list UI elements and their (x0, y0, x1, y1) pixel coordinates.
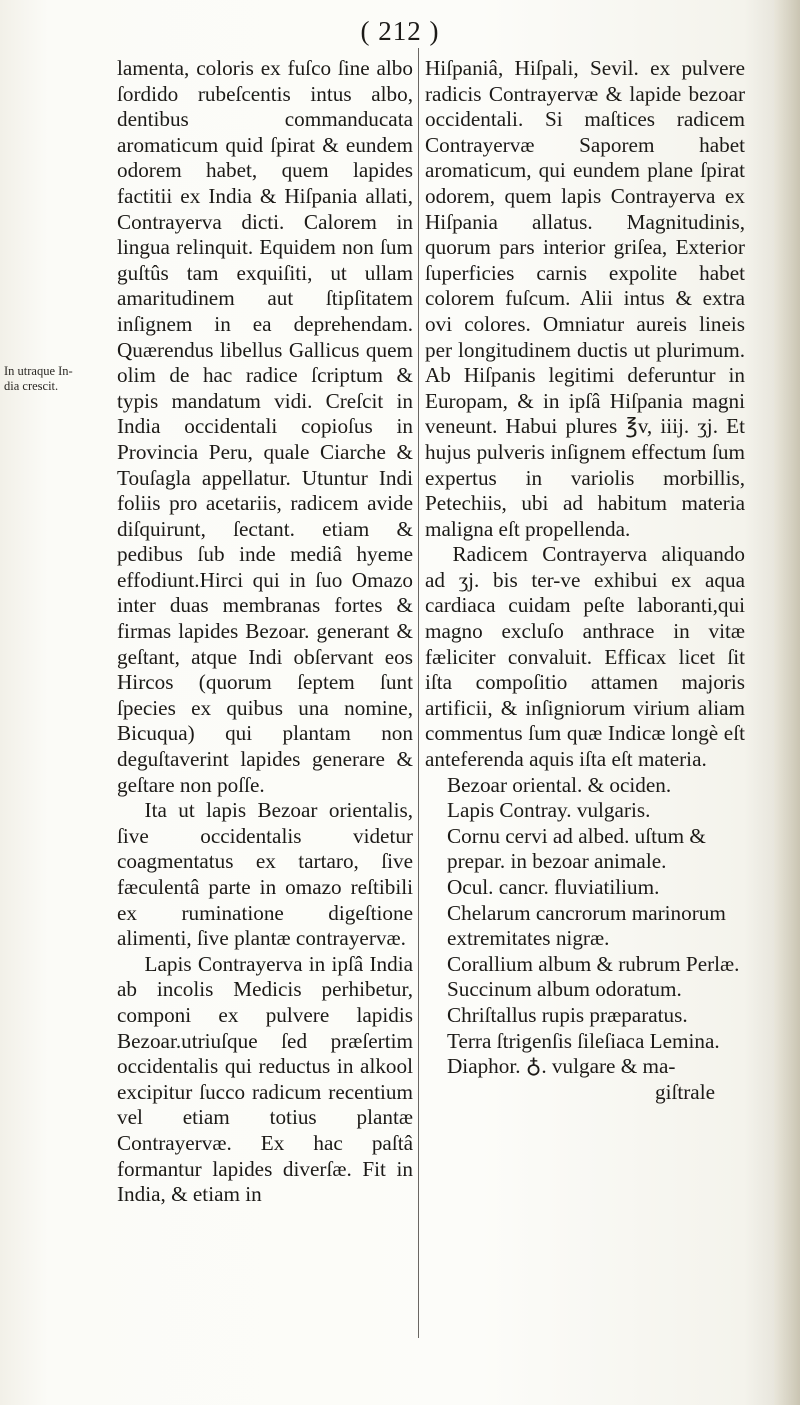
right-column-paragraph: Terra ſtrigenſis ſileſiaca Lemina. (447, 1028, 720, 1053)
right-column-paragraph: Radicem Contrayerva aliquando ad ʒj. bis ter-ve exhibui ex aqua cardiaca cuidam peſte laboranti,qui magno excluſo anthrace in vitæ fæliciter convaluit. Efficax licet ſit iſta compoſitio attamen majoris artificii, & inſigniorum virium aliam commentus ſum quæ Indicæ longè eſt anteferenda aquis iſta eſt materia. (425, 542, 745, 772)
right-column-paragraph: Diaphor. ♁. vulgare & ma- (447, 1054, 676, 1079)
right-column-paragraph: giſtrale (654, 1079, 715, 1104)
right-column (425, 56, 745, 1105)
right-column-paragraph: Lapis Contray. vulgaris. (447, 798, 651, 823)
page-number-header: ( 212 ) (360, 16, 440, 46)
right-column-paragraph: Chelarum cancrorum marinorum extremitates nigræ. (447, 900, 726, 951)
right-column-paragraph: Ocul. cancr. fluviatilium. (447, 875, 660, 899)
right-column-paragraph: Succinum album odoratum. (447, 977, 682, 1002)
left-column-paragraph: Ita ut lapis Bezoar orientalis, ſive occidentalis videtur coagmentatus ex tartaro, ſive fæculentâ parte in omazo reſtibili ex ruminatione digeſtione alimenti, ſive plantæ contrayervæ. (117, 798, 413, 951)
column-divider (418, 48, 419, 1338)
left-column-paragraph: lamenta, coloris ex fuſco ſine albo ſordido rubeſcentis intus albo, dentibus commanducata aromaticum quid ſpirat & eundem odorem habet, quem lapides factitii ex India & Hiſpania allati, Contrayerva dicti. Calorem in lingua relinquit. Equidem non ſum guſtûs tam exquiſiti, ut ullam amaritudinem aut ſtipſitatem inſignem in ea deprehendam. Quærendus libellus Gallicus quem olim de hac radice ſcriptum & typis mandatum vidi. Creſcit in India occidentali copioſus in Provincia Peru, quale Ciarche & Touſagla appellatur. Utuntur Indi foliis pro acetariis, radicem avide diſquirunt, ſectant. etiam & pedibus ſub inde mediâ hyeme effodiunt.Hirci qui in ſuo Omazo inter duas membranas fortes & firmas lapides Bezoar. generant & geſtant, atque Indi obſervant eos Hircos (quorum ſeptem ſunt ſpecies ex quibus una nomine, Bicuqua) qui plantam non deguſtaverint lapides generare & geſtare non poſſe. (117, 56, 413, 797)
right-column-paragraph: Bezoar oriental. & ociden. (447, 772, 672, 797)
left-column (117, 56, 413, 1208)
right-column-paragraph: Chriſtallus rupis præparatus. (447, 1002, 688, 1027)
page-edge-shadow (774, 0, 800, 1405)
right-column-paragraph: Cornu cervi ad albed. uſtum & prepar. in bezoar animale. (447, 823, 706, 874)
left-column-paragraph: Lapis Contrayerva in ipſâ India ab incolis Medicis perhibetur, componi ex pulvere lapidis Bezoar.utriuſque ſed præſertim occidentalis qui reductus in alkool excipitur ſucco radicum recentium vel etiam totius plantæ Contrayervæ. Ex hac paſtâ formantur lapides diverſæ. Fit in India, & etiam in (117, 951, 413, 1207)
right-column-paragraph: Corallium album & rubrum Perlæ. (447, 951, 740, 976)
margin-note: In utraque In-dia crescit. (4, 364, 73, 393)
right-column-paragraph: Hiſpaniâ, Hiſpali, Sevil. ex pulvere radicis Contrayervæ & lapide bezoar occidentali. Si maſtices radicem Contrayervæ Saporem habet aromaticum, qui eundem plane ſpirat odorem, quem lapis Contrayerva ex Hiſpania allatus. Magnitudinis, quorum pars interior griſea, Exterior ſuperficies carnis expolite habet colorem fuſcum. Alii intus & extra ovi colores. Omniatur aureis lineis per longitudinem ductis ut plurimum. Ab Hiſpanis legitimi deferuntur in Europam, & in ipſâ Hiſpania magni veneunt. Habui plures ℥v, iiij. ʒj. Et hujus pulveris inſignem effectum ſum expertus in variolis morbillis, Petechiis, ubi ad habitum materia maligna eſt propellenda. (425, 56, 745, 541)
